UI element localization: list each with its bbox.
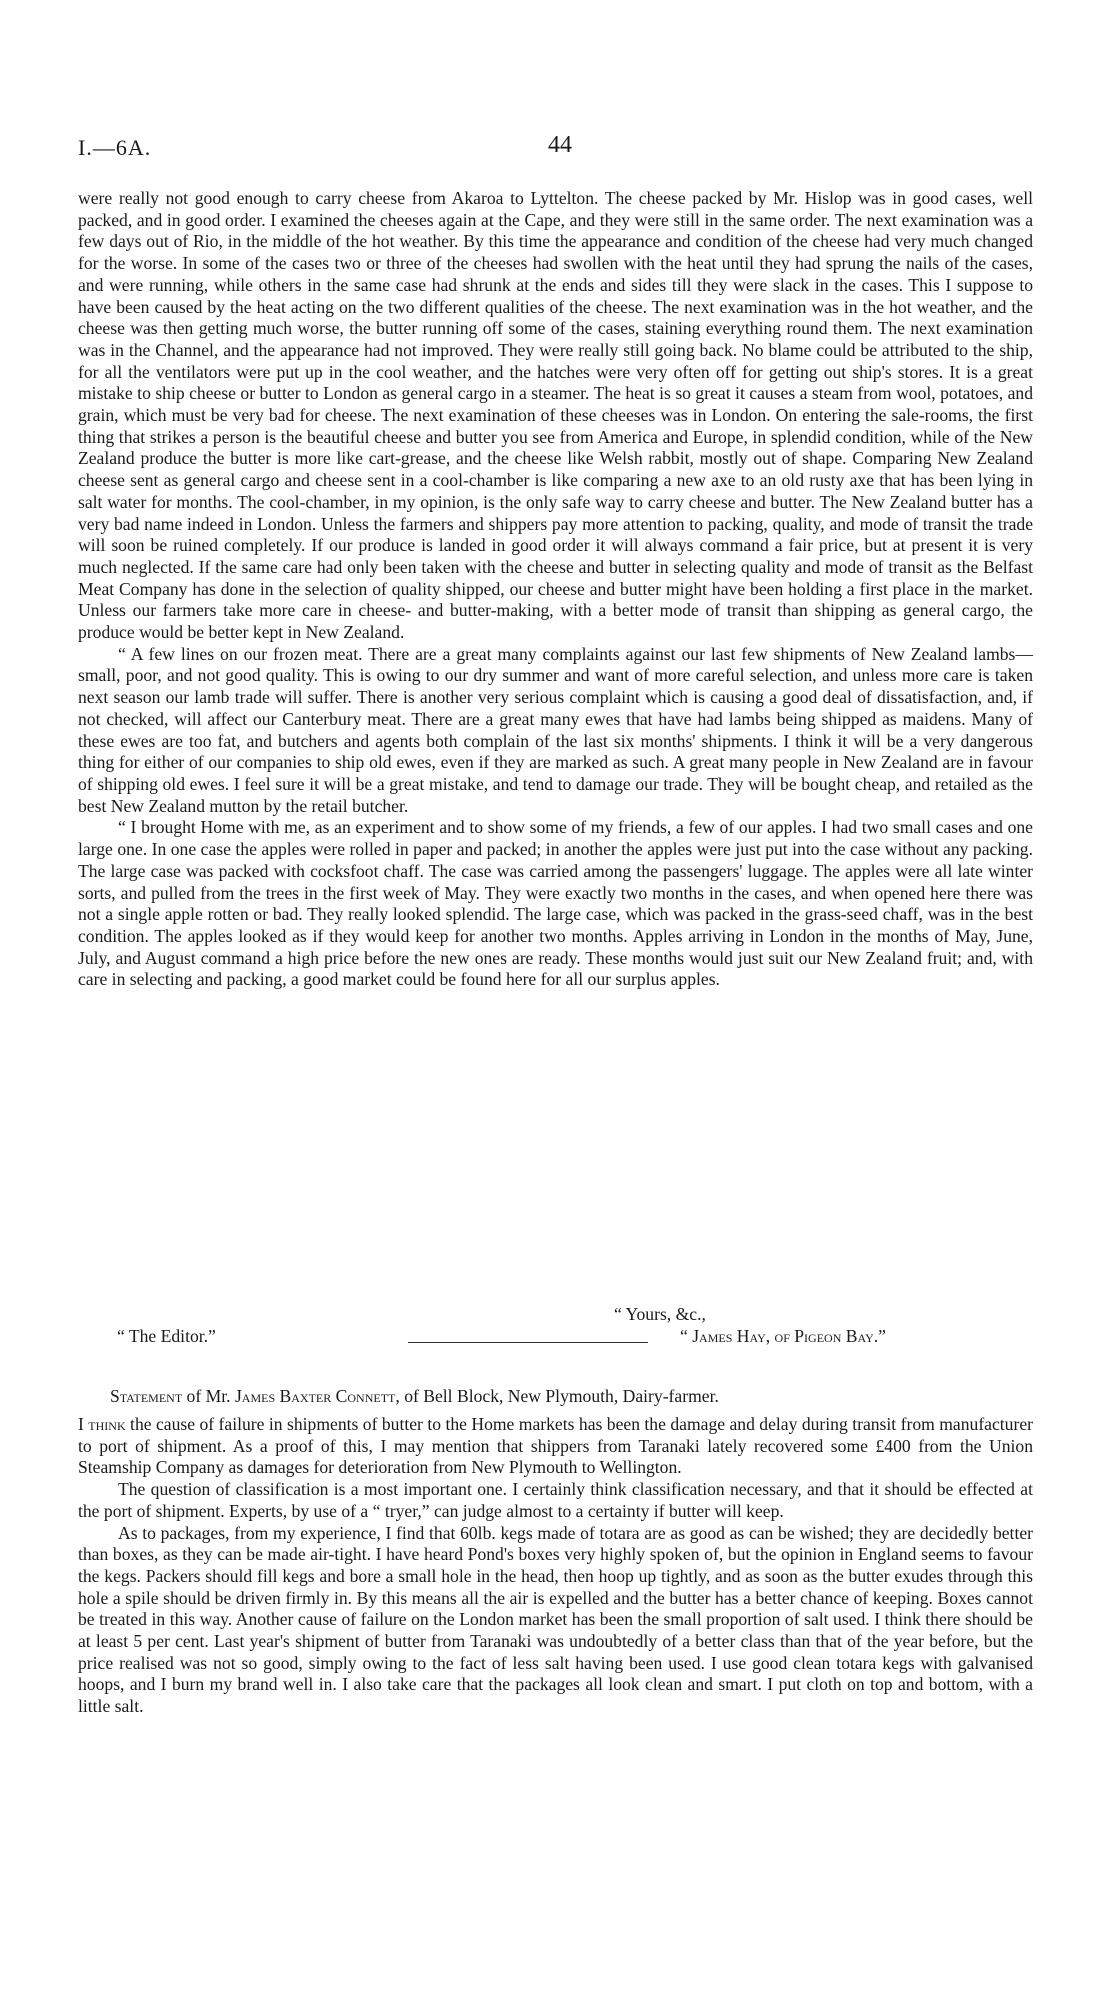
page-number: 44 xyxy=(548,132,572,158)
letter-paragraph-apples: “ I brought Home with me, as an experiment and to show some of my friends, a few of our apples. I had two small cases and one large one. In one case the apples were rolled in paper and packed; in another the apples were just put into the case without any packing. The large case was packed with cocksfoot chaff. The case was carried among the passengers' luggage. The apples were all late winter sorts, and pulled from the trees in the first week of May. They were exactly two months in the cases, and when opened here there was not a single apple rotten or bad. They really looked splendid. The large case, which was packed in the grass-seed chaff, was in the best condition. The apples looked as if they would keep for another two months. Apples arriving in London in the months of May, June, July, and August command a high price before the new ones are ready. These months would just suit our New Zealand fruit; and, with care in selecting and packing, a good market could be found here for all our surplus apples. xyxy=(78,817,1033,990)
statement-paragraph-transit xyxy=(78,1414,1033,1479)
letter-addressee: “ The Editor.” xyxy=(117,1326,216,1346)
statement-paragraph-classification: The question of classification is a most important one. I certainly think classification necessary, and that it should be effected at the port of shipment. Experts, by use of a “ tryer,” can judge almost to a certainty if butter will keep. xyxy=(78,1479,1033,1521)
letter-body xyxy=(78,188,1033,991)
statement-paragraph-packages: As to packages, from my experience, I find that 60lb. kegs made of totara are as good as can be wished; they are decidedly better than boxes, as they can be made air-tight. I have heard Pond's boxes very highly spoken of, but the opinion in England seems to favour the kegs. Packers should fill kegs and bore a small hole in the head, then hoop up tightly, and as soon as the butter exudes through this hole a spile should be driven firmly in. By this means all the air is expelled and the butter has a better chance of keeping. Boxes cannot be treated in this way. Another cause of failure on the London market has been the small proportion of salt used. I think there should be at least 5 per cent. Last year's shipment of butter from Taranaki was undoubtedly of a better class than that of the year before, but the price realised was not so good, simply owing to the fact of less salt having been used. I use good clean totara kegs with galvanised hoops, and I burn my brand well in. I also take care that the packages all look clean and smart. I put cloth on top and bottom, with a little salt. xyxy=(78,1522,1033,1717)
letter-closing: “ Yours, &c., xyxy=(614,1304,706,1324)
statement-heading-mid: of Mr. xyxy=(182,1386,235,1406)
statement-heading-tail: , of Bell Block, New Plymouth, Dairy-farmer. xyxy=(395,1386,719,1406)
statement-body xyxy=(78,1414,1033,1718)
statement-paragraph-transit-text: the cause of failure in shipments of butter to the Home markets has been the damage and delay during transit from manufacturer to port of shipment. As a proof of this, I may mention that shippers from Taranaki lately recovered some £400 from the Union Steamship Company as damages for deterioration from New Plymouth to Wellington. xyxy=(78,1414,1034,1478)
section-divider xyxy=(408,1342,648,1343)
statement-heading-lead: Statement xyxy=(110,1386,183,1406)
statement-lead-words: I think xyxy=(78,1414,126,1434)
letter-signature xyxy=(680,1326,886,1348)
statement-heading-name: James Baxter Connett xyxy=(234,1386,396,1406)
statement-heading xyxy=(110,1386,719,1408)
letter-signature-text: “ James Hay, of Pigeon Bay.” xyxy=(680,1326,886,1346)
letter-paragraph-cheese: were really not good enough to carry cheese from Akaroa to Lyttelton. The cheese packed by Mr. Hislop was in good cases, well packed, and in good order. I examined the cheeses again at the Cape, and they were still in the same order. The next examination was a few days out of Rio, in the middle of the hot weather. By this time the appearance and condition of the cheese had very much changed for the worse. In some of the cases two or three of the cheeses had swollen with the heat until they had sprung the nails of the cases, and were running, while others in the same case had shrunk at the ends and sides till they were slack in the cases. This I suppose to have been caused by the heat acting on the two different qualities of the cheese. The next examination was in the hot weather, and the cheese was then getting much worse, the butter running off some of the cases, staining everything round them. The next examination was in the Channel, and the appearance had not improved. They were really still going back. No blame could be attributed to the ship, for all the ventilators were put up in the cool weather, and the hatches were very often off for getting out ship's stores. It is a great mistake to ship cheese or butter to London as general cargo in a steamer. The heat is so great it causes a steam from wool, potatoes, and grain, which must be very bad for cheese. The next examination of these cheeses was in London. On entering the sale-rooms, the first thing that strikes a person is the beautiful cheese and butter you see from America and Europe, in splendid condition, while of the New Zealand produce the butter is more like cart-grease, and the cheese like Welsh rabbit, mostly out of shape. Comparing New Zealand cheese sent as general cargo and cheese sent in a cool-chamber is like comparing a new axe to an old rusty axe that has been lying in salt water for months. The cool-chamber, in my opinion, is the only safe way to carry cheese and butter. The New Zealand butter has a very bad name indeed in London. Unless the farmers and shippers pay more attention to packing, quality, and mode of transit the trade will soon be ruined completely. If our produce is landed in good order it will always command a fair price, but at present it is very much neglected. If the same care had only been taken with the cheese and butter in selecting quality and mode of transit as the Belfast Meat Company has done in the selection of quality shipped, our cheese and butter might have been holding a first place in the market. Unless our farmers take more care in cheese- and butter-making, with a better mode of transit than shipping as general cargo, the produce would be better kept in New Zealand. xyxy=(78,188,1033,643)
letter-paragraph-frozen-meat: “ A few lines on our frozen meat. There are a great many complaints against our last few shipments of New Zealand lambs—small, poor, and not good quality. This is owing to our dry summer and want of more careful selection, and unless more care is taken next season our lamb trade will suffer. There is another very serious complaint which is causing a good deal of dissatisfaction, and, if not checked, will affect our Canterbury meat. There are a great many ewes that have had lambs being shipped as maidens. Many of these ewes are too fat, and butchers and agents both complain of the last six months' shipments. I think it will be a very dangerous thing for either of our companies to ship old ewes, even if they are marked as such. A great many people in New Zealand are in favour of shipping old ewes. I feel sure it will be a great mistake, and tend to damage our trade. They will be bought cheap, and retailed as the best New Zealand mutton by the retail butcher. xyxy=(78,643,1033,816)
parliamentary-paper-reference: I.—6A. xyxy=(78,135,152,160)
